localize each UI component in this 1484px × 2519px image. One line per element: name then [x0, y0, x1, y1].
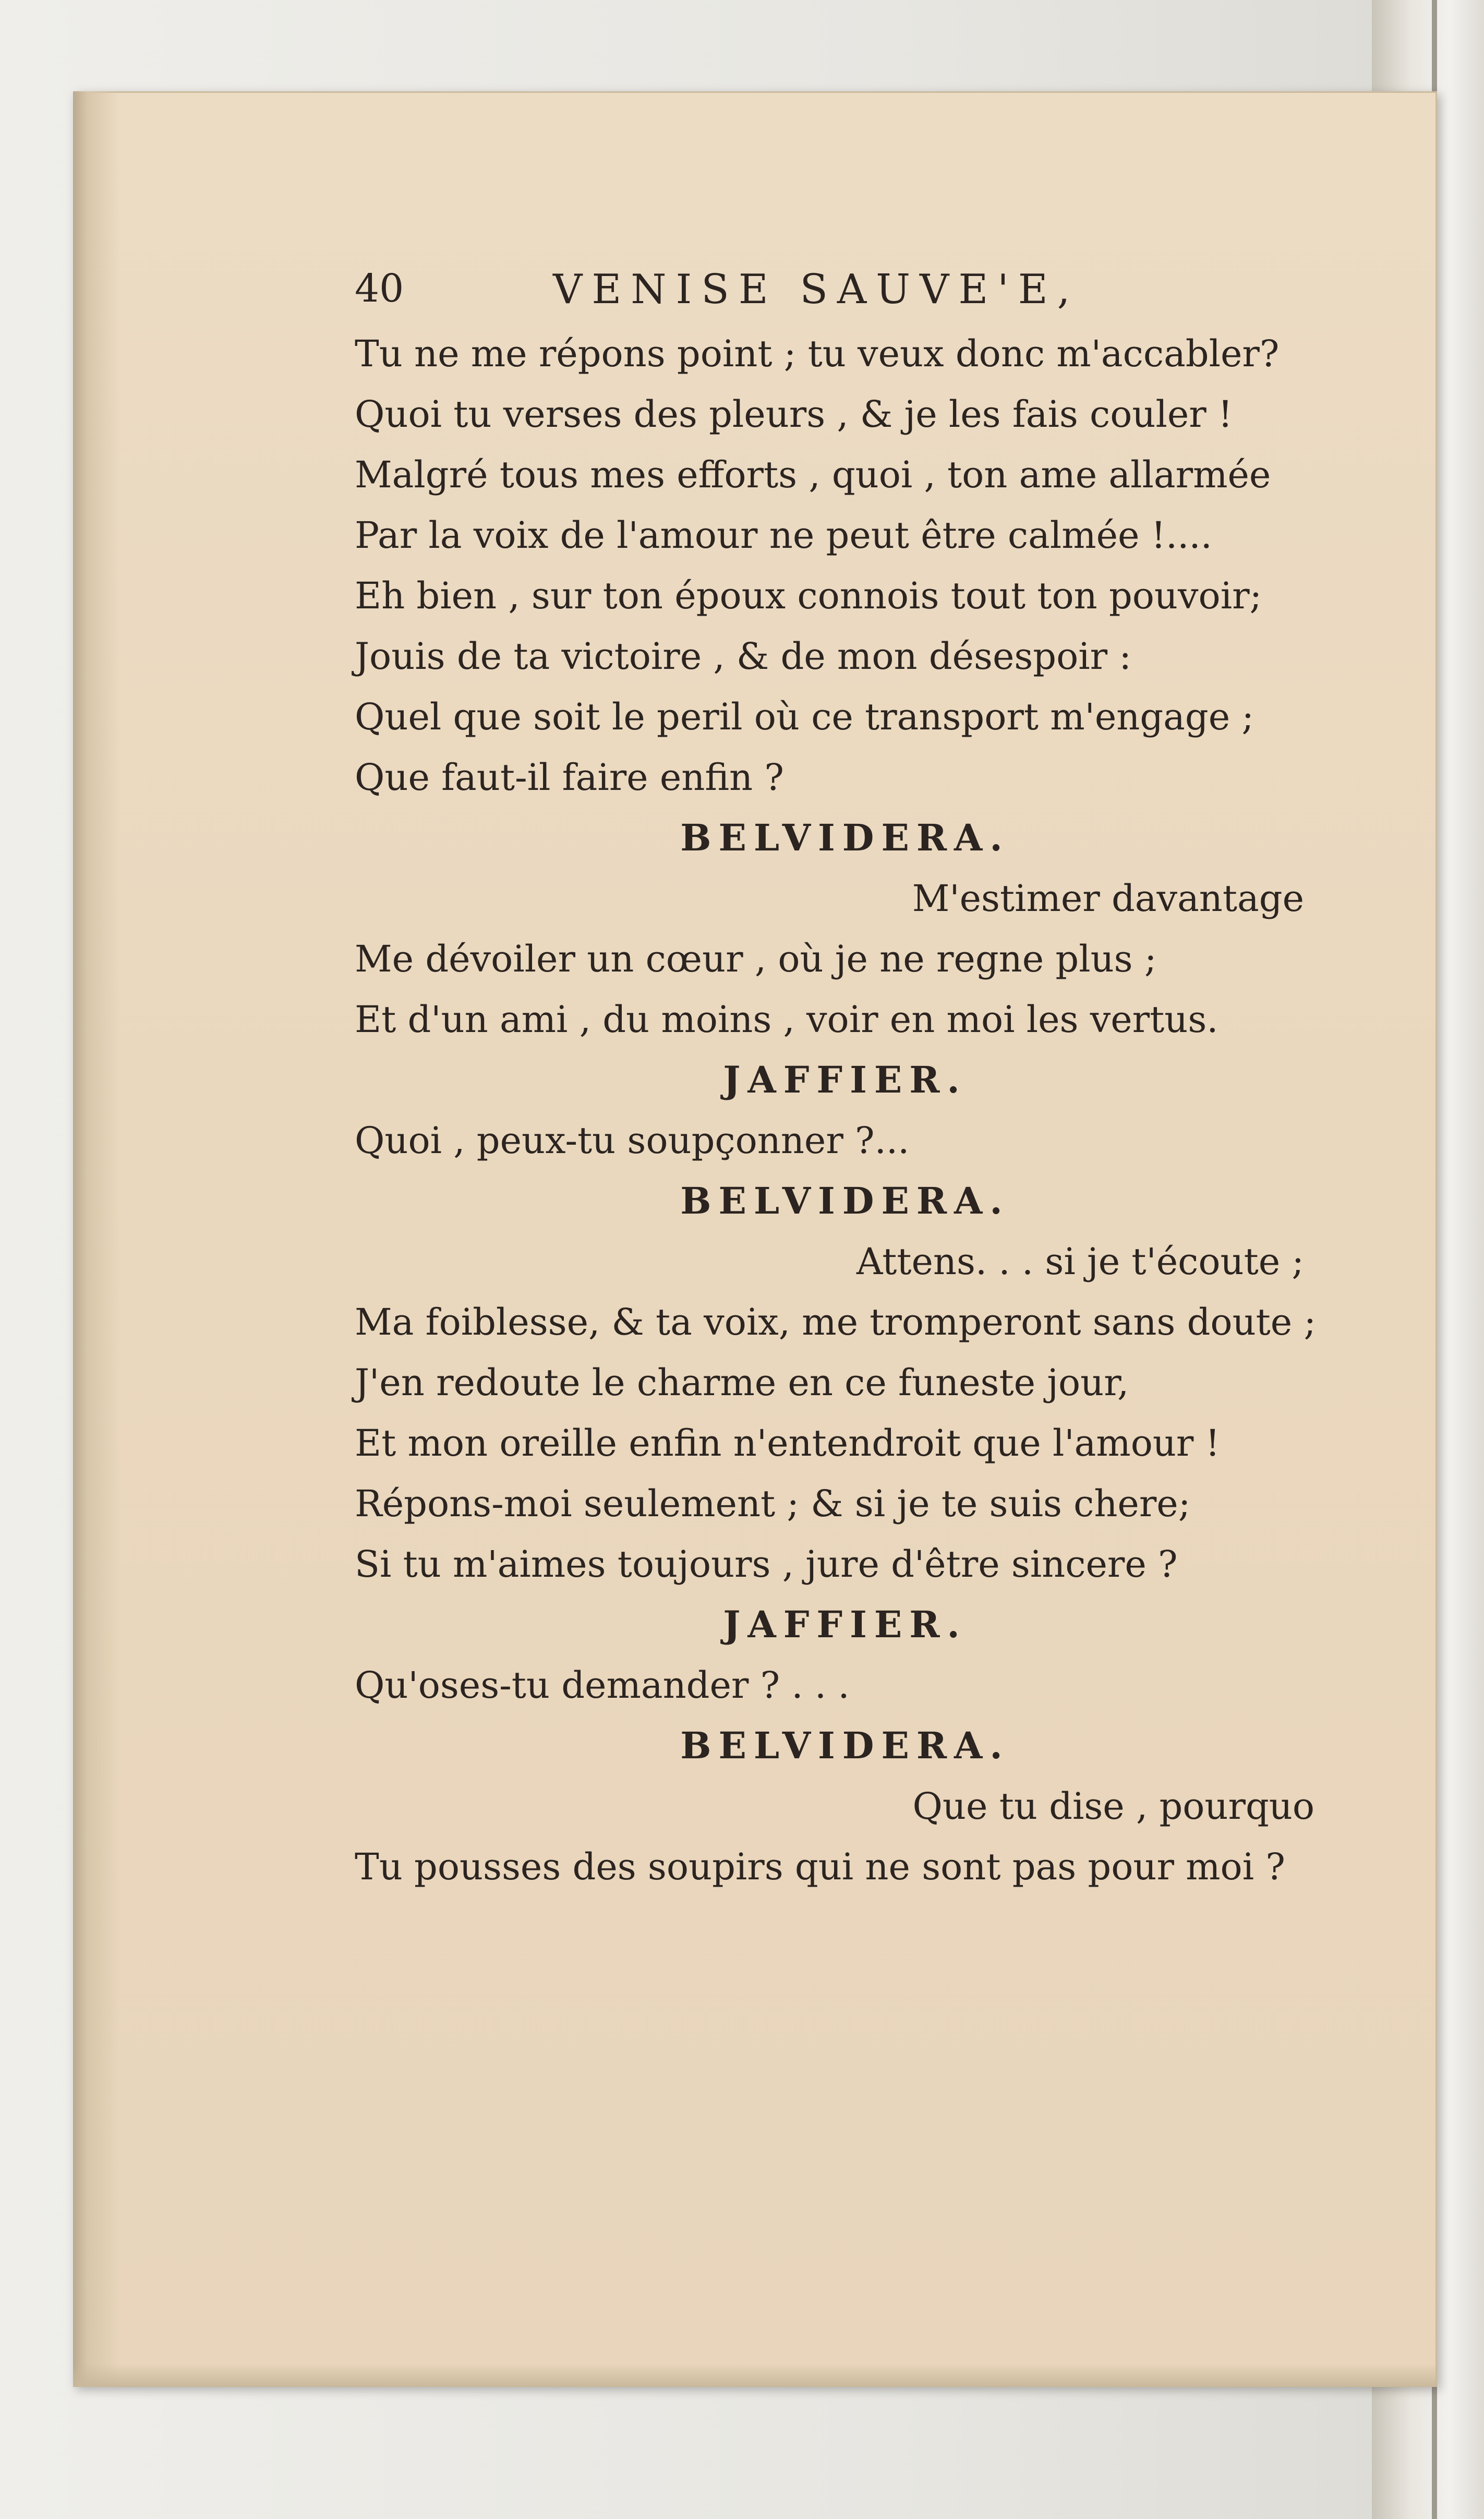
speaker-name: BELVIDERA.	[680, 816, 1010, 859]
verse-line: Répons-moi seulement ; & si je te suis chere;	[355, 1482, 1191, 1525]
speaker-name: JAFFIER.	[723, 1603, 967, 1646]
verse-line: Tu pousses des soupirs qui ne sont pas pour moi ?	[355, 1845, 1285, 1888]
speaker-name: JAFFIER.	[723, 1058, 967, 1101]
verse-line: Que faut-il faire enfin ?	[355, 756, 784, 799]
verse-line: J'en redoute le charme en ce funeste jour,	[355, 1361, 1129, 1404]
verse-line: Me dévoiler un cœur , où je ne regne plus ;	[355, 938, 1157, 980]
verse-line: Et d'un ami , du moins , voir en moi les vertus.	[355, 998, 1218, 1041]
page-bottom-shadow	[73, 2364, 1437, 2387]
verse-line: Si tu m'aimes toujours , jure d'être sincere ?	[355, 1543, 1178, 1586]
verse-line: Malgré tous mes efforts , quoi , ton ame allarmée	[355, 453, 1271, 496]
running-title: VENISE SAUVE'E,	[553, 266, 1080, 313]
page-header	[355, 261, 1335, 323]
verse-line: Tu ne me répons point ; tu veux donc m'accabler?	[355, 332, 1280, 375]
verse-line: Quoi , peux-tu soupçonner ?...	[355, 1119, 910, 1162]
page-text	[355, 261, 1335, 1897]
verse-line: Eh bien , sur ton époux connois tout ton pouvoir;	[355, 574, 1262, 617]
verse-line: Et mon oreille enfin n'entendroit que l'amour !	[355, 1422, 1220, 1465]
verse-line: Ma foiblesse, & ta voix, me tromperont sans doute ;	[355, 1301, 1317, 1344]
verse-line: M'estimer davantage	[912, 877, 1304, 920]
verse-line: Que tu dise , pourquo	[912, 1785, 1314, 1828]
verse-line: Par la voix de l'amour ne peut être calmée !....	[355, 514, 1212, 557]
page-number: 40	[355, 266, 404, 311]
verse-line: Quel que soit le peril où ce transport m'engage ;	[355, 695, 1254, 738]
verse-line: Attens. . . si je t'écoute ;	[856, 1240, 1304, 1283]
verse-line: Qu'oses-tu demander ? . . .	[355, 1664, 850, 1707]
speaker-name: BELVIDERA.	[680, 1179, 1010, 1222]
verse-line: Jouis de ta victoire , & de mon désespoir :	[355, 635, 1131, 678]
verse-line: Quoi tu verses des pleurs , & je les fais couler !	[355, 393, 1233, 436]
speaker-name: BELVIDERA.	[680, 1724, 1010, 1767]
page-left-shadow	[73, 91, 120, 2387]
